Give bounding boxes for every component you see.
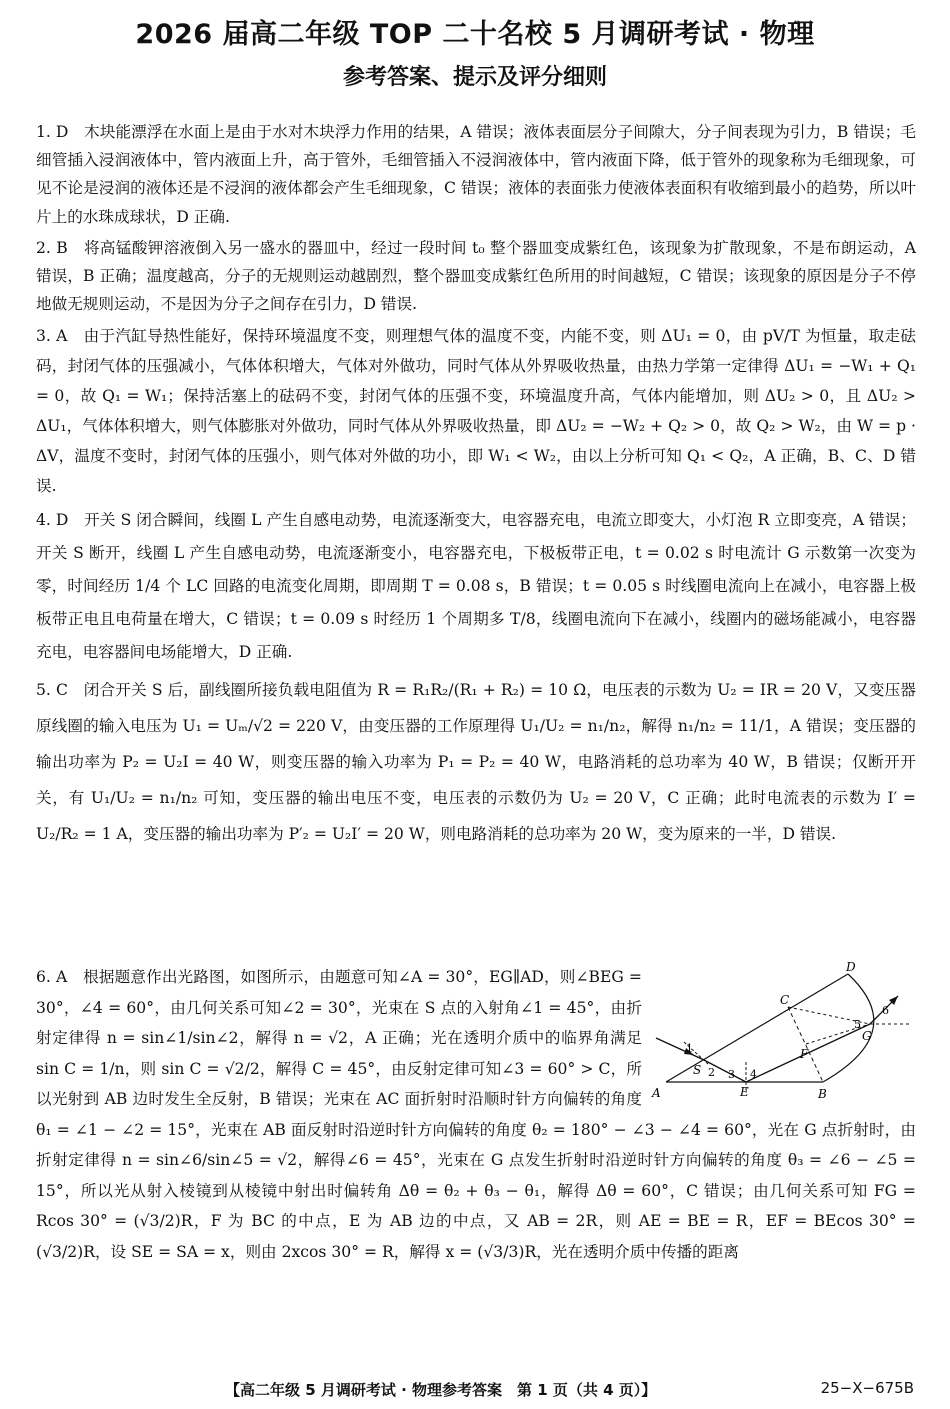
footer-label: 【高二年级 5 月调研考试 · 物理参考答案 第 1 页（共 4 页）】 xyxy=(225,1381,657,1399)
angle-4: 4 xyxy=(750,1068,757,1081)
angle-2: 2 xyxy=(708,1066,715,1079)
label-D: D xyxy=(846,962,856,974)
answer-6: 6. A 根据题意作出光路图，如图所示，由题意可知∠A = 30°，EG∥AD，则∠BEG = 30°，∠4 = 60°，由几何关系可知∠2 = 30°，光束在 S 点的入射角∠1 = 45°，由折射定律得 n = sin∠1/sin∠2，解得 n = √2，A 正确；光在透明介质中的临界角满足 sin C = 1/n，则 sin C = √2/2，解得 C = 45°，由反射定律可知∠3 = 60° > C，所以光射到 AB 边时发生全反射，B 错误；光束在 AC 面折射时沿顺时针方向偏转的角度 θ₁ = ∠1 − ∠2 = 15°，光束在 AB 面反射时沿逆时针方向偏转的角度 θ₂ = 180° − ∠3 − ∠4 = 60°，光在 G 点折射时，由折射定律得 n = sin∠6/sin∠5 = √2，解得∠6 = 45°，光束在 G 点发生折射时沿逆时针方向偏转的角度 θ₃ = ∠6 − ∠5 = 15°，所以光从射入棱镜到从棱镜中射出时偏转角 Δθ = θ₂ + θ₃ − θ₁，解得 Δθ = 60°，C 错误；由几何关系可知 FG = Rcos 30° = (√3/2)R，F 为 BC 的中点，E 为 AB 边的中点，又 AB = 2R，则 AE = BE = R，EF = BEcos 30° = (√3/2)R，设 SE = SA = x，则由 2xcos 30° = R，解得 x = (√3/3)R，光在透明介质中传播的距离 xyxy=(36,968,916,1261)
angle-1: 1 xyxy=(686,1042,693,1055)
label-C: C xyxy=(780,993,790,1007)
label-G: G xyxy=(862,1029,872,1043)
line-cb xyxy=(788,1007,823,1082)
label-E: E xyxy=(740,1085,749,1099)
answer-2: 2. B 将高锰酸钾溶液倒入另一盛水的器皿中，经过一段时间 t₀ 整个器皿变成紫红色，该现象为扩散现象，不是布朗运动，A 错误，B 正确；温度越高，分子的无规则运动越剧烈，整个器皿变成紫红色所用的时间越短，C 错误；该现象的原因是分子不停地做无规则运动，不是因为分子之间存在引力，D 错误. xyxy=(36,238,916,314)
answer-4: 4. D 开关 S 闭合瞬间，线圈 L 产生自感电动势，电流逐渐变大，电容器充电，电流立即变大，小灯泡 R 立即变亮，A 错误；开关 S 断开，线圈 L 产生自感电动势，电流逐渐变小，电容器充电，下极板带正电，t = 0.02 s 时电流计 G 示数第一次变为零，时间经历 1/4 个 LC 回路的电流变化周期，即周期 T = 0.08 s，B 错误；t = 0.05 s 时线圈电流向上在减小，电容器上极板带正电且电荷量在增大，C 错误；t = 0.09 s 时经历 1 个周期多 T/8，线圈电流向下在减小，线圈内的磁场能减小，电容器充电，电容器间电场能增大，D 正确. xyxy=(36,511,916,662)
page-subtitle: 参考答案、提示及评分细则 xyxy=(342,65,607,90)
answer-3: 3. A 由于汽缸导热性能好，保持环境温度不变，则理想气体的温度不变，内能不变，则 ΔU₁ = 0，由 pV/T 为恒量，取走砝码，封闭气体的压强减小，气体体积增大，气体对外做功，同时气体从外界吸收热量，由热力学第一定律得 ΔU₁ = −W₁ + Q₁ = 0，故 Q₁ = W₁；保持活塞上的砝码不变，封闭气体的压强不变，环境温度升高，气体内能增加，则 ΔU₂ > 0，且 ΔU₂ > ΔU₁，气体体积增大，则气体膨胀对外做功，同时气体从外界吸收热量，即 ΔU₂ = −W₂ + Q₂ > 0，故 Q₂ > W₂，由 W = p · ΔV，温度不变时，封闭气体的压强小，则气体对外做的功小，即 W₁ < W₂，由以上分析可知 Q₁ < Q₂，A 正确，B、C、D 错误. xyxy=(36,327,916,496)
answer-5: 5. C 闭合开关 S 后，副线圈所接负载电阻值为 R = R₁R₂/(R₁ + R₂) = 10 Ω，电压表的示数为 U₂ = IR = 20 V，又变压器原线圈的输入电压为 U₁ = Uₘ/√2 = 220 V，由变压器的工作原理得 U₁/U₂ = n₁/n₂，解得 n₁/n₂ = 11/1，A 错误；变压器的输出功率为 P₂ = U₂I = 40 W，则变压器的输入功率为 P₁ = P₂ = 40 W，电路消耗的总功率为 40 W，B 错误；仅断开开关，有 U₁/U₂ = n₁/n₂ 可知，变压器的输出电压不变，电压表的示数仍为 U₂ = 20 V，C 正确；此时电流表的示数为 I′ = U₂/R₂ = 1 A，变压器的输出功率为 P′₂ = U₂I′ = 20 W，则电路消耗的总功率为 20 W，变为原来的一半，D 错误. xyxy=(36,681,916,844)
label-S: S xyxy=(693,1063,702,1077)
light-path-diagram xyxy=(648,962,916,1112)
arc-db xyxy=(823,974,874,1082)
label-B: B xyxy=(818,1087,827,1101)
label-A: A xyxy=(652,1086,661,1100)
angle-5: 5 xyxy=(854,1018,861,1031)
answer-1: 1. D 木块能漂浮在水面上是由于水对木块浮力作用的结果，A 错误；液体表面层分子间隙大，分子间表现为引力，B 错误；毛细管插入浸润液体中，管内液面上升，高于管外，毛细管插入不浸润液体中，管内液面下降，低于管外的现象称为毛细现象，可见不论是浸润的液体还是不浸润的液体都会产生毛细现象，C 错误；液体的表面张力使液体表面积有收缩到最小的趋势，所以叶片上的水珠成球状，D 正确. xyxy=(36,123,916,226)
page-title: 2026 届高二年级 TOP 二十名校 5 月调研考试 · 物理 xyxy=(135,19,815,50)
exam-code: 25−X−675B xyxy=(820,1379,914,1397)
angle-6: 6 xyxy=(882,1004,889,1017)
label-F: F xyxy=(800,1047,809,1061)
answer-list xyxy=(36,118,916,855)
ray-incident xyxy=(656,1038,704,1060)
answer-6-block xyxy=(36,962,916,1267)
angle-3: 3 xyxy=(728,1068,735,1081)
